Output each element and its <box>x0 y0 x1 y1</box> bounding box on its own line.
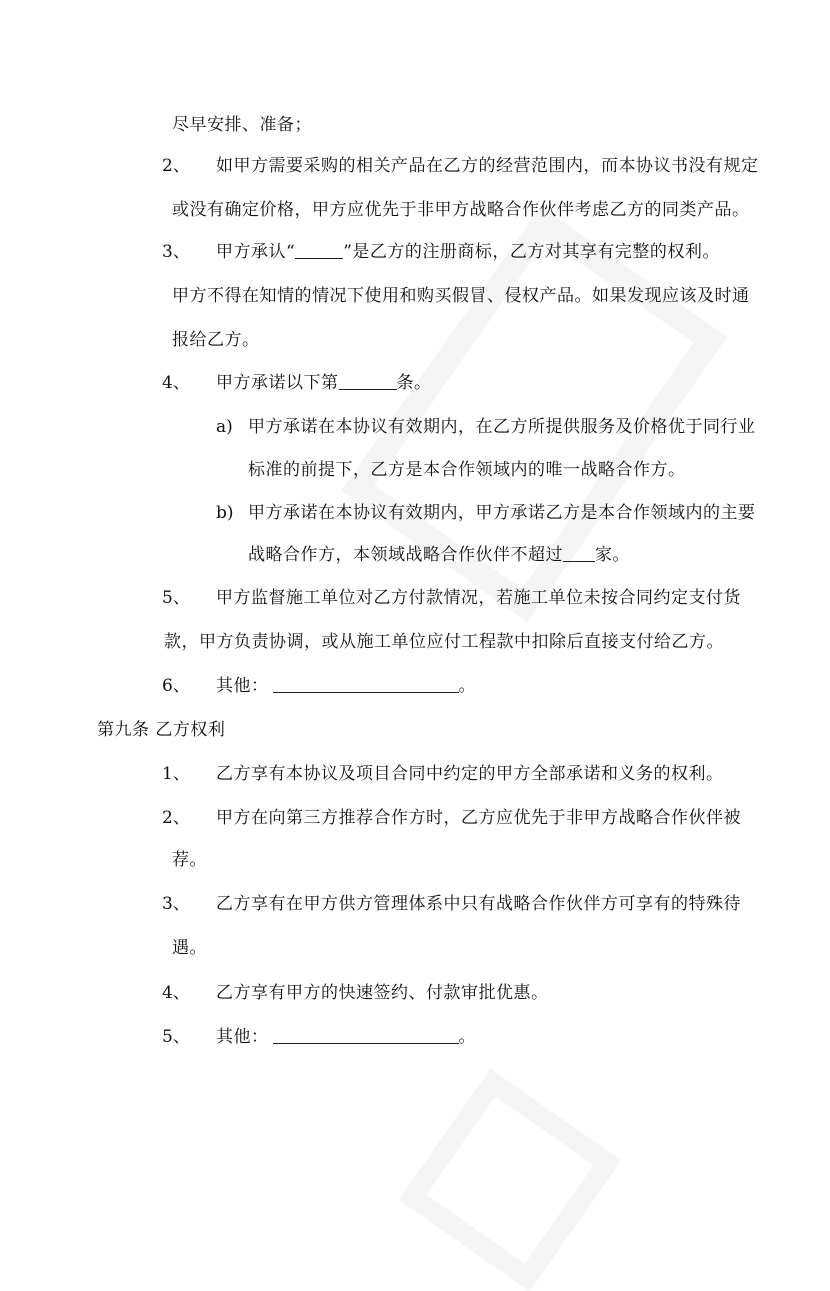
paragraph-line: 标准的前提下，乙方是本合作领域内的唯一战略合作方。 <box>248 460 686 480</box>
paragraph-line: 甲方承诺在本协议有效期内，在乙方所提供服务及价格优于同行业 <box>248 417 756 437</box>
paragraph-line: 乙方享有在甲方供方管理体系中只有战略合作伙伴方可享有的特殊待 <box>216 894 741 914</box>
paragraph-line: 甲方监督施工单位对乙方付款情况，若施工单位未按合同约定支付货 <box>216 588 741 608</box>
paragraph-line: 尽早安排、准备； <box>172 115 312 135</box>
subitem-label: b) <box>216 503 234 523</box>
paragraph-line: 甲方承诺在本协议有效期内，甲方承诺乙方是本合作领域内的主要 <box>248 503 756 523</box>
item-number: 3、 <box>162 894 190 914</box>
paragraph-line: 甲方在向第三方推荐合作方时，乙方应优先于非甲方战略合作伙伴被 <box>216 808 741 828</box>
item-number: 1、 <box>162 764 190 784</box>
paragraph-line <box>248 544 630 566</box>
item-number: 6、 <box>162 676 190 696</box>
paragraph-line <box>216 241 720 263</box>
clause-number-blank[interactable] <box>339 373 397 390</box>
other-blank[interactable] <box>273 1027 459 1044</box>
item-number: 2、 <box>162 156 190 176</box>
text: 战略合作方，本领域战略合作伙伴不超过 <box>248 545 563 565</box>
item-number: 2、 <box>162 808 190 828</box>
section-heading: 第九条 乙方权利 <box>97 720 226 740</box>
paragraph-line: 乙方享有本协议及项目合同中约定的甲方全部承诺和义务的权利。 <box>216 764 724 784</box>
text: 条。 <box>396 373 432 393</box>
paragraph-line <box>216 372 432 394</box>
paragraph-line: 款，甲方负责协调，或从施工单位应付工程款中扣除后直接支付给乙方。 <box>164 632 724 652</box>
item-number: 3、 <box>162 242 190 262</box>
text: 家。 <box>595 545 630 565</box>
item-number: 4、 <box>162 983 190 1003</box>
text: 甲方承诺以下第 <box>216 373 339 393</box>
subitem-label: a) <box>216 417 233 437</box>
text: 。 <box>458 1027 476 1047</box>
paragraph-line <box>216 1026 476 1048</box>
trademark-blank[interactable] <box>295 242 343 259</box>
paragraph-line: 甲方不得在知情的情况下使用和购买假冒、侵权产品。如果发现应该及时通 <box>172 286 750 306</box>
paragraph-line: 或没有确定价格，甲方应优先于非甲方战略合作伙伴考虑乙方的同类产品。 <box>172 200 750 220</box>
text: 其他： <box>216 1027 269 1047</box>
item-number: 5、 <box>162 588 190 608</box>
item-number: 4、 <box>162 373 190 393</box>
paragraph-line: 荐。 <box>172 850 207 870</box>
paragraph-line <box>216 675 476 697</box>
paragraph-line: 乙方享有甲方的快速签约、付款审批优惠。 <box>216 983 549 1003</box>
text: ”是乙方的注册商标，乙方对其享有完整的权利。 <box>343 242 720 262</box>
partner-count-blank[interactable] <box>563 545 595 562</box>
paragraph-line: 遇。 <box>172 938 207 958</box>
text: 甲方承认“ <box>216 242 296 262</box>
other-blank[interactable] <box>273 676 459 693</box>
paragraph-line: 如甲方需要采购的相关产品在乙方的经营范围内，而本协议书没有规定 <box>216 156 759 176</box>
paragraph-line: 报给乙方。 <box>172 330 260 350</box>
item-number: 5、 <box>162 1027 190 1047</box>
text: 。 <box>458 676 476 696</box>
watermark <box>399 1069 622 1291</box>
text: 其他： <box>216 676 269 696</box>
